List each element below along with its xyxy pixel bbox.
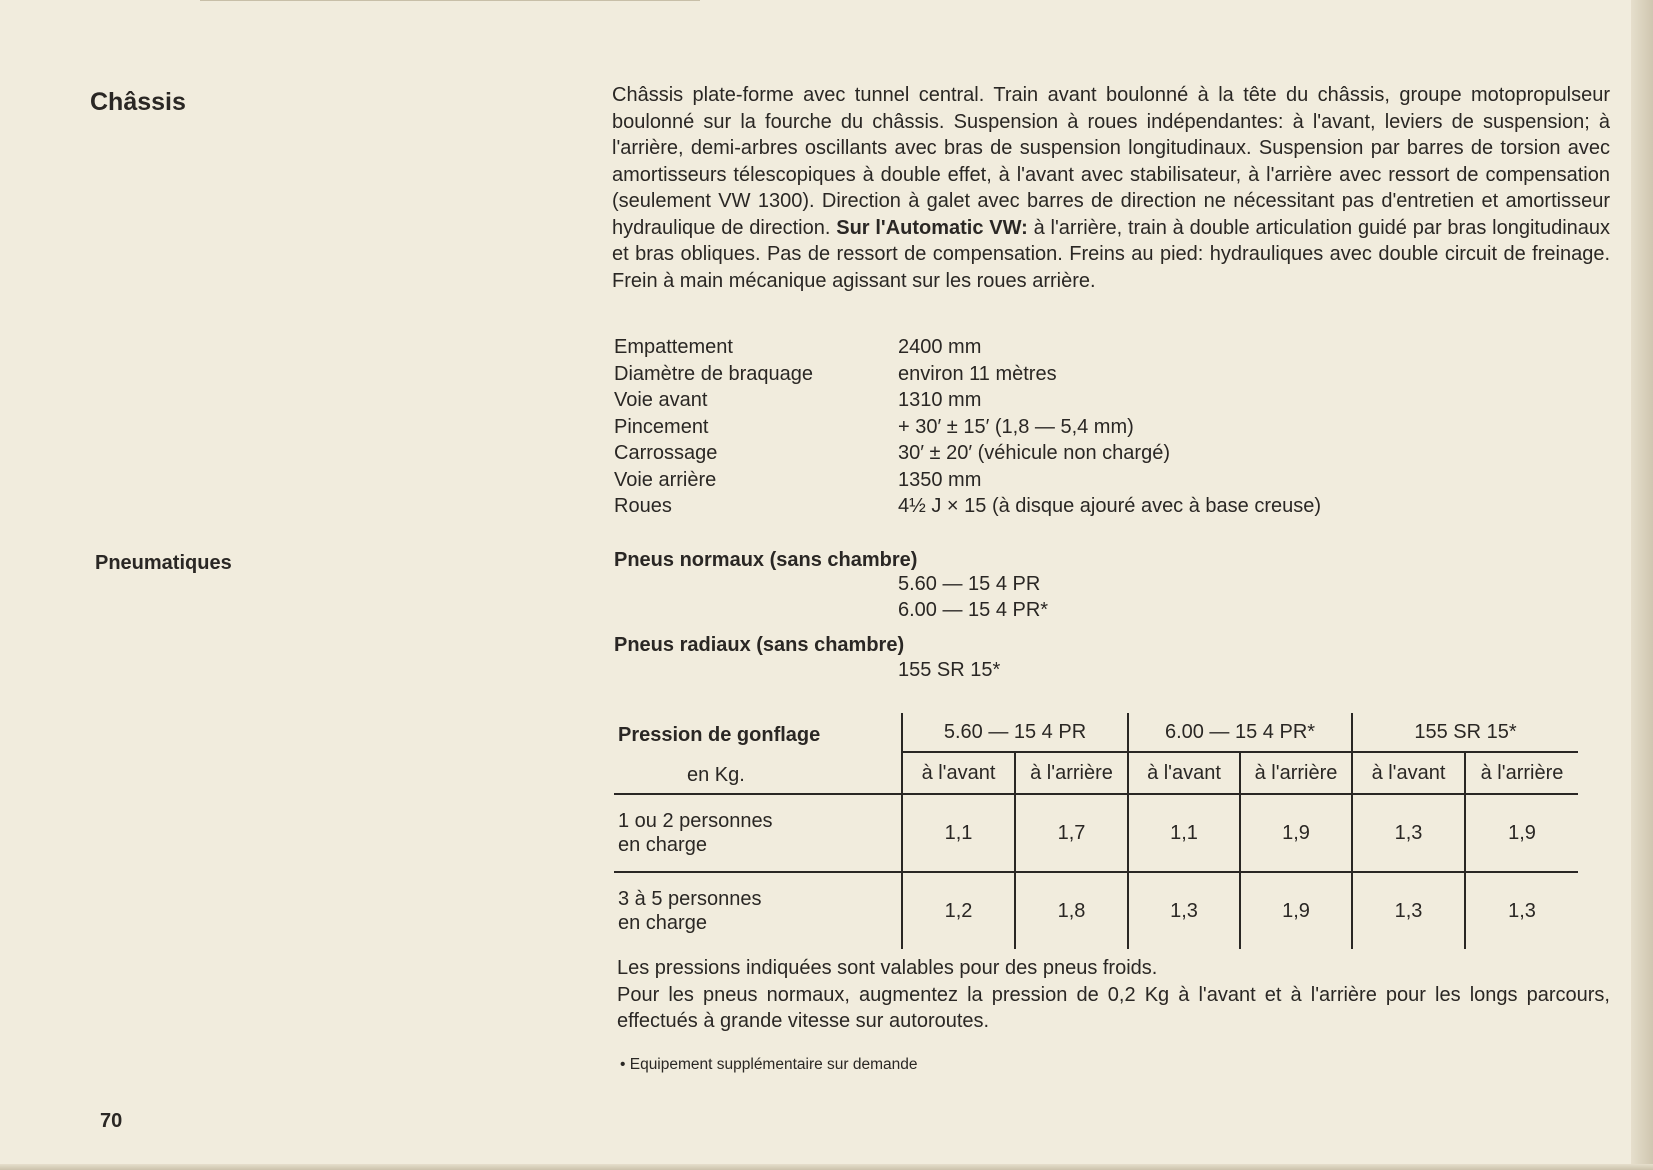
pressure-value: 1,3 xyxy=(1465,872,1578,949)
spec-row xyxy=(614,387,1321,414)
note-line: Les pressions indiquées sont valables pour des pneus froids. xyxy=(617,957,1158,979)
load-label-line: en charge xyxy=(618,912,707,934)
spec-row xyxy=(614,414,1321,441)
load-label xyxy=(614,872,902,949)
pressure-value: 1,8 xyxy=(1015,872,1128,949)
chassis-specs-list xyxy=(614,334,1321,520)
note-line: Pour les pneus normaux, augmentez la pression de 0,2 Kg à l'avant et à l'arrière pour les longs parcours, effectués à grande vitesse sur autoroutes. xyxy=(617,983,1610,1032)
pressure-value: 1,3 xyxy=(1352,794,1465,872)
spec-label: Empattement xyxy=(614,336,733,358)
chassis-description xyxy=(612,82,1610,294)
chassis-paragraph-1: Châssis plate-forme avec tunnel central. Train avant boulonné à la tête du châssis, groupe motopropulseur boulonné sur la fourche du châssis. Suspension à roues indépendantes: à l'avant, leviers de suspension; à l'arrière, demi-arbres oscillants avec bras de suspension longitudinaux. Suspension par barres de torsion avec amortisseurs télescopiques à double effet, à l'avant avec stabilisateur, à l'arrière avec ressort de compensation (seulement VW 1300). Direction à galet avec barres de direction ne nécessitant pas d'entretien et amortisseur hydraulique de direction. xyxy=(612,84,1610,239)
pressure-value: 1,3 xyxy=(1128,872,1240,949)
tyre-size: 155 SR 15* xyxy=(898,659,1001,681)
table-subheader-row xyxy=(614,752,1578,794)
tyre-group-header: 6.00 — 15 4 PR* xyxy=(1128,713,1352,752)
axle-header: à l'avant xyxy=(1352,752,1465,794)
spec-value: 30′ ± 20′ (véhicule non chargé) xyxy=(898,442,1170,464)
pressure-value: 1,7 xyxy=(1015,794,1128,872)
spec-row xyxy=(614,334,1321,361)
pressure-value: 1,1 xyxy=(902,794,1015,872)
axle-header: à l'arrière xyxy=(1015,752,1128,794)
spec-row xyxy=(614,361,1321,388)
tyre-size: 6.00 — 15 4 PR* xyxy=(898,599,1049,621)
spec-label: Voie arrière xyxy=(614,468,717,491)
page-edge xyxy=(1631,0,1653,1170)
page-number: 70 xyxy=(100,1110,123,1132)
normal-tyres-heading: Pneus normaux (sans chambre) xyxy=(614,549,918,571)
spec-row xyxy=(614,493,1321,520)
spec-label: Pincement xyxy=(614,415,709,438)
page-bottom-edge xyxy=(0,1164,1653,1170)
spec-label: Diamètre de braquage xyxy=(614,362,814,385)
pressure-notes xyxy=(617,955,1610,1035)
pressure-value: 1,9 xyxy=(1240,872,1352,949)
section-title-pneumatiques: Pneumatiques xyxy=(95,552,232,574)
footnote: • Equipement supplémentaire sur demande xyxy=(620,1056,918,1073)
pressure-unit: en Kg. xyxy=(614,752,902,794)
load-label-line: 1 ou 2 personnes xyxy=(618,810,773,832)
spec-value: 4½ J × 15 (à disque ajouré avec à base creuse) xyxy=(898,495,1322,517)
tyre-size: 5.60 — 15 4 PR xyxy=(898,573,1041,595)
spec-value: + 30′ ± 15′ (1,8 — 5,4 mm) xyxy=(898,415,1134,438)
pressure-value: 1,2 xyxy=(902,872,1015,949)
table-header-row xyxy=(614,713,1578,752)
axle-header: à l'arrière xyxy=(1465,752,1578,794)
pressure-table-title: Pression de gonflage xyxy=(618,724,821,746)
tyre-group-header: 5.60 — 15 4 PR xyxy=(902,713,1128,752)
pressure-value: 1,3 xyxy=(1352,872,1465,949)
automatic-label: Sur l'Automatic VW: xyxy=(836,216,1028,239)
pressure-value: 1,1 xyxy=(1128,794,1240,872)
table-row xyxy=(614,872,1578,949)
radial-tyres-heading: Pneus radiaux (sans chambre) xyxy=(614,634,905,656)
spec-value: 2400 mm xyxy=(898,336,982,358)
spec-value: 1350 mm xyxy=(898,468,982,491)
spec-label: Carrossage xyxy=(614,442,718,464)
chassis-paragraph-2: à l'arrière, train à double articulation guidé par bras longitudinaux et bras obliques. Pas de ressort de compensation. Freins au pied: hydrauliques avec double circuit de freinage. Frein à main mécanique agissant sur les roues arrière. xyxy=(612,216,1611,292)
load-label-line: en charge xyxy=(618,834,707,856)
table-row xyxy=(614,794,1578,872)
load-label-line: 3 à 5 personnes xyxy=(618,888,762,910)
spec-label: Roues xyxy=(614,495,672,517)
pressure-value: 1,9 xyxy=(1465,794,1578,872)
axle-header: à l'avant xyxy=(902,752,1015,794)
pressure-table xyxy=(614,713,1578,949)
spec-row xyxy=(614,467,1321,494)
top-rule xyxy=(200,0,700,1)
axle-header: à l'avant xyxy=(1128,752,1240,794)
pressure-value: 1,9 xyxy=(1240,794,1352,872)
tyre-group-header: 155 SR 15* xyxy=(1352,713,1578,752)
spec-label: Voie avant xyxy=(614,389,708,411)
section-title-chassis: Châssis xyxy=(90,88,186,116)
spec-row xyxy=(614,440,1321,467)
axle-header: à l'arrière xyxy=(1240,752,1352,794)
spec-value: 1310 mm xyxy=(898,389,982,411)
load-label xyxy=(614,794,902,872)
spec-value: environ 11 mètres xyxy=(898,362,1057,385)
